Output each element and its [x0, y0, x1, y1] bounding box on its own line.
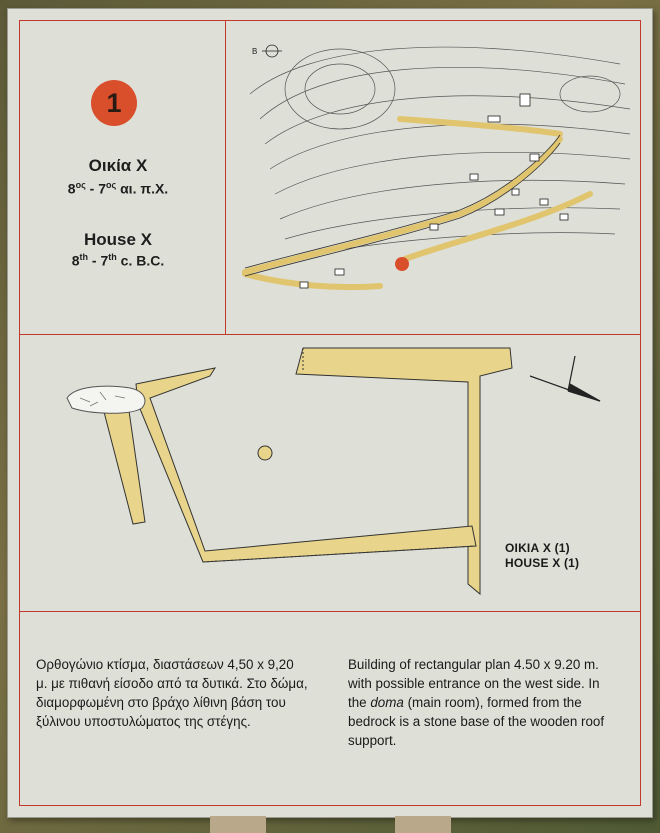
desc-en-line: support. [348, 733, 397, 748]
sign-post-right [395, 816, 451, 833]
north-letter: B [252, 47, 258, 56]
location-marker [395, 257, 409, 271]
plan-label-greek: ΟΙΚΙΑ Χ (1) [505, 541, 570, 555]
date-english: 8th - 7th c. B.C. [71, 252, 165, 269]
site-number-badge: 1 [91, 80, 137, 126]
sign-post-left [210, 816, 266, 833]
date-greek: $8^{o\varsigma} - 7^{o\varsigma}$ αι. π.Χ. [67, 180, 169, 197]
plan-walls [103, 348, 512, 594]
description-english [348, 655, 638, 750]
compass-icon [530, 356, 600, 401]
desc-en-line: bedrock is a stone base of the wooden roof [348, 714, 605, 729]
contour-lines [250, 47, 630, 259]
divider-top [19, 334, 641, 335]
paths-outline [245, 135, 560, 276]
divider-vertical [225, 20, 226, 334]
desc-gr-line: μ. με πιθανή είσοδο από τα δυτικά. Στο δώμα, [36, 676, 308, 691]
title-greek: Οικία Χ [88, 156, 148, 175]
desc-gr-line: Ορθογώνιο κτίσμα, διαστάσεων 4,50 x 9,20 [36, 657, 294, 672]
desc-en-line: with possible entrance on the west side. In [348, 676, 600, 691]
desc-gr-line: ξύλινου υποστυλώματος της στέγης. [36, 714, 251, 729]
desc-en-line: Building of rectangular plan 4.50 x 9.20 m. [348, 657, 599, 672]
column-base [258, 446, 272, 460]
plan-label-english: HOUSE X (1) [505, 556, 580, 570]
title-english: House X [83, 230, 153, 249]
paths [245, 119, 590, 287]
bedrock-rock [67, 386, 145, 413]
description-greek [36, 655, 324, 731]
divider-bottom [19, 611, 641, 612]
desc-gr-line: διαμορφωμένη στο βράχο λίθινη βάση του [36, 695, 286, 710]
desc-en-line: the doma (main room), formed from the [348, 695, 582, 710]
site-map [230, 24, 642, 324]
